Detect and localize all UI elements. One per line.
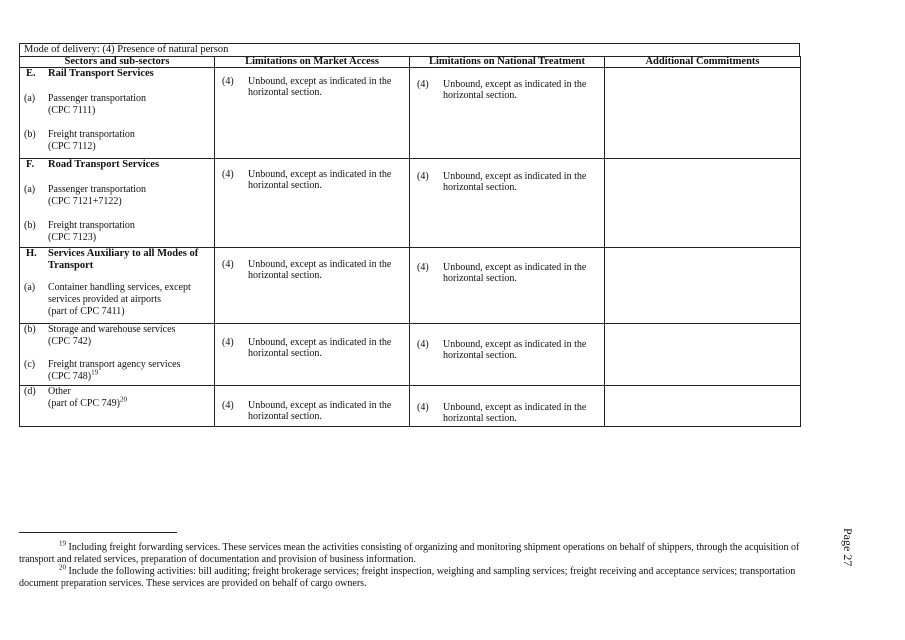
sub-sector: (a) Passenger transportation (CPC 7121+7122) <box>24 184 147 207</box>
mode-of-delivery: Mode of delivery: (4) Presence of natural person <box>19 43 800 56</box>
table-header-row <box>20 57 801 68</box>
sub-sector: (a) Passenger transportation (CPC 7111) <box>24 93 147 116</box>
national-treatment-cell: (4) Unbound, except as indicated in the horizontal section. <box>410 324 605 386</box>
sub-sector: (a) Container handling services, except services provided at airports (part of CPC 7411) <box>24 282 191 317</box>
additional-cell <box>605 248 801 324</box>
national-treatment-cell: (4) Unbound, except as indicated in the horizontal section. <box>410 68 605 159</box>
sector-title: E. Rail Transport Services <box>26 68 154 79</box>
sub-sector: (b) Freight transportation (CPC 7112) <box>24 129 135 152</box>
additional-cell <box>605 324 801 386</box>
header-additional-commitments: Additional Commitments <box>605 57 801 68</box>
sector-cell <box>20 324 215 386</box>
sub-sector: (d) Other (part of CPC 749)$^{20}$ <box>24 386 127 409</box>
sub-sector: (b) Storage and warehouse services (CPC 742) <box>24 324 176 347</box>
national-treatment-cell: (4) Unbound, except as indicated in the horizontal section. <box>410 159 605 248</box>
footnote-19: $^{19}$ Including freight forwarding services. These services mean the activities consisting of organizing and monitoring shipment operations on behalf of shippers, through the acquisition of transport and related services, preparation of documentation and provision of business information. <box>19 539 800 565</box>
footnote-20: $^{20}$ Include the following activities: bill auditing; freight brokerage services; freight inspection, weighing and sampling services; freight receiving and acceptance services; transportation document preparation services. These services are provided on behalf of cargo owners. <box>19 563 796 589</box>
table-row <box>20 68 801 159</box>
sector-cell <box>20 68 215 159</box>
national-treatment-cell: (4) Unbound, except as indicated in the horizontal section. <box>410 248 605 324</box>
table-row <box>20 386 801 427</box>
header-national-treatment: Limitations on National Treatment <box>410 57 605 68</box>
page-number: Page 27 <box>841 528 855 567</box>
market-access-cell: (4) Unbound, except as indicated in the horizontal section. <box>215 386 410 427</box>
sector-cell <box>20 248 215 324</box>
schedule-document <box>19 43 801 427</box>
schedule-table <box>19 56 801 427</box>
header-market-access: Limitations on Market Access <box>215 57 410 68</box>
table-row <box>20 248 801 324</box>
market-access-cell: (4) Unbound, except as indicated in the horizontal section. <box>215 159 410 248</box>
footnotes <box>19 530 804 590</box>
national-treatment-cell: (4) Unbound, except as indicated in the horizontal section. <box>410 386 605 427</box>
additional-cell <box>605 159 801 248</box>
sub-sector: (c) Freight transport agency services (CPC 748)$^{19}$ <box>24 359 181 382</box>
additional-cell <box>605 386 801 427</box>
table-row <box>20 159 801 248</box>
sector-cell <box>20 159 215 248</box>
sector-cell <box>20 386 215 427</box>
market-access-cell: (4) Unbound, except as indicated in the horizontal section. <box>215 68 410 159</box>
sector-title: F. Road Transport Services <box>26 159 160 170</box>
header-sectors: Sectors and sub-sectors <box>20 57 215 68</box>
table-row <box>20 324 801 386</box>
sector-title: H. Services Auxiliary to all Modes of Transport <box>26 248 199 271</box>
market-access-cell: (4) Unbound, except as indicated in the horizontal section. <box>215 324 410 386</box>
sub-sector: (b) Freight transportation (CPC 7123) <box>24 220 135 243</box>
market-access-cell: (4) Unbound, except as indicated in the horizontal section. <box>215 248 410 324</box>
additional-cell <box>605 68 801 159</box>
